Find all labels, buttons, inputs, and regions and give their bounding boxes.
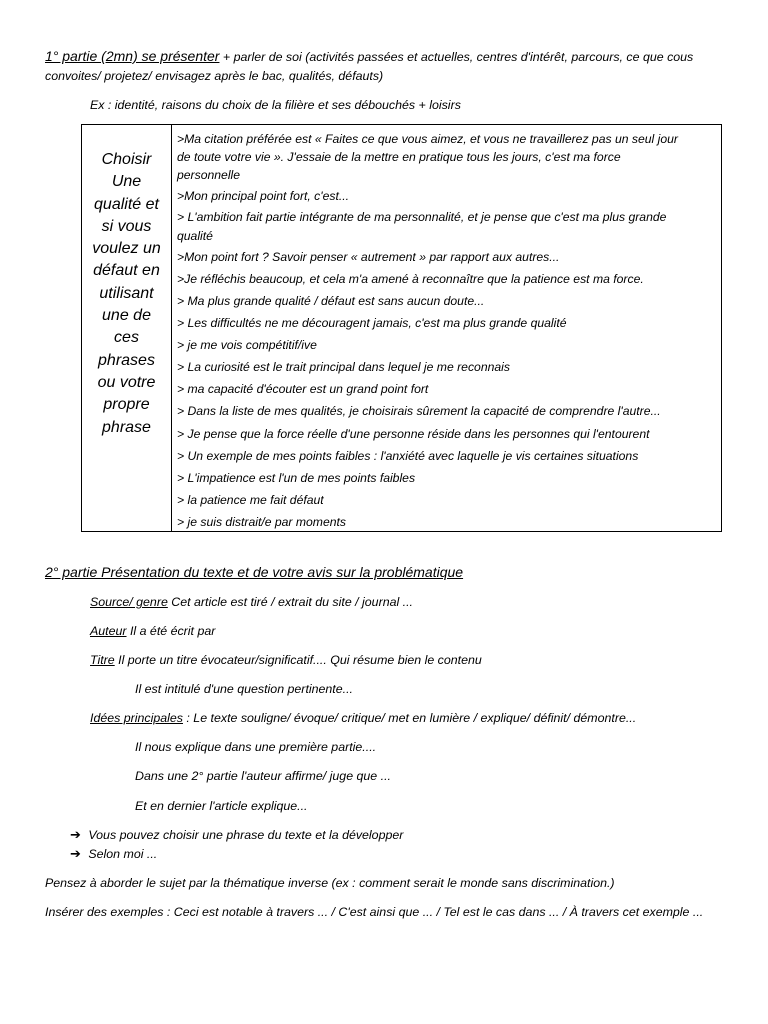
ideas-text: : Le texte souligne/ évoque/ critique/ met en lumière / explique/ définit/ démontre... — [182, 711, 637, 725]
left-cell-line: utilisant — [99, 284, 154, 302]
bullet-item-2 — [70, 845, 157, 863]
table-row: > je suis distrait/e par moments — [177, 515, 347, 529]
note-1: Pensez à aborder le sujet par la thématique inverse (ex : comment serait le monde sans discrimination.) — [45, 876, 615, 890]
table-row: > ma capacité d'écouter est un grand point fort — [177, 382, 429, 396]
left-cell-line: Une — [111, 173, 142, 191]
bullet-text-1: Vous pouvez choisir une phrase du texte et la développer — [88, 828, 404, 842]
left-cell-line: défaut en — [93, 262, 160, 280]
table-row: de toute votre vie ». J'essaie de la mettre en pratique tous les jours, c'est ma force — [177, 150, 621, 164]
left-cell-line: propre — [103, 396, 150, 414]
part1-example: Ex : identité, raisons du choix de la filière et ses débouchés + loisirs — [90, 98, 461, 112]
source-text: Cet article est tiré / extrait du site / journal ... — [167, 595, 414, 609]
author-label: Auteur — [90, 624, 127, 638]
source-line — [90, 593, 413, 611]
left-cell-line: Choisir — [101, 151, 152, 168]
table-row: >Ma citation préférée est « Faites ce que vous aimez, et vous ne travaillerez pas un seul jour — [177, 132, 678, 146]
left-cell-line: voulez un — [92, 240, 161, 258]
left-cell-line: une de — [102, 307, 151, 325]
table-row: > la patience me fait défaut — [177, 493, 324, 507]
title-line — [90, 651, 482, 669]
table-row: > Un exemple de mes points faibles : l'anxiété avec laquelle je vis certaines situations — [177, 449, 639, 463]
part2-heading: 2° partie Présentation du texte et de votre avis sur la problématique — [45, 564, 464, 580]
phrases-table — [81, 124, 722, 532]
table-row: > Les difficultés ne me découragent jamais, c'est ma plus grande qualité — [177, 316, 567, 330]
title-sub: Il est intitulé d'une question pertinente... — [135, 682, 353, 696]
table-row: >Je réfléchis beaucoup, et cela m'a amené à reconnaître que la patience est ma force. — [177, 272, 644, 286]
table-row: >Mon point fort ? Savoir penser « autrement » par rapport aux autres... — [177, 250, 560, 264]
part1-intro-line2: convoites/ projetez/ envisagez après le bac, qualités, défauts) — [45, 69, 384, 83]
table-row: > L'ambition fait partie intégrante de ma personnalité, et je pense que c'est ma plus grande — [177, 210, 667, 224]
table-row: > La curiosité est le trait principal dans lequel je me reconnais — [177, 360, 510, 374]
table-row: personnelle — [177, 168, 241, 182]
left-cell-line: phrase — [102, 418, 151, 436]
arrow-right-icon: ➔ — [70, 827, 81, 842]
source-label: Source/ genre — [90, 595, 168, 609]
table-left-cell — [82, 149, 171, 439]
ideas-sub-3: Et en dernier l'article explique... — [135, 799, 308, 813]
note-2: Insérer des exemples : Ceci est notable à travers ... / C'est ainsi que ... / Tel est le cas dans ... / À travers cet exemple ... — [45, 905, 704, 919]
table-row: > Ma plus grande qualité / défaut est sans aucun doute... — [177, 294, 485, 308]
ideas-line — [90, 709, 636, 727]
table-row: >Mon principal point fort, c'est... — [177, 189, 350, 203]
ideas-sub-2: Dans une 2° partie l'auteur affirme/ juge que ... — [135, 769, 391, 783]
title-text: Il porte un titre évocateur/significatif.... Qui résume bien le contenu — [114, 653, 482, 667]
arrow-right-icon: ➔ — [70, 846, 81, 861]
part1-intro-line1 — [45, 47, 693, 66]
bullet-text-2: Selon moi ... — [88, 847, 158, 861]
author-line — [90, 622, 215, 640]
table-row: > je me vois compétitif/ive — [177, 338, 317, 352]
table-row: > Je pense que la force réelle d'une personne réside dans les personnes qui l'entourent — [177, 427, 650, 441]
table-row: > L'impatience est l'un de mes points faibles — [177, 471, 416, 485]
bullet-item-1 — [70, 826, 403, 844]
left-cell-line: ces — [114, 329, 139, 347]
left-cell-line: qualité et — [94, 195, 159, 213]
left-cell-line: ou votre — [97, 373, 156, 391]
ideas-sub-1: Il nous explique dans une première partie.... — [135, 740, 377, 754]
part1-heading: 1° partie (2mn) se présenter — [45, 48, 220, 64]
left-cell-line: phrases — [98, 351, 155, 369]
table-row: qualité — [177, 229, 213, 243]
table-row: > Dans la liste de mes qualités, je choisirais sûrement la capacité de comprendre l'autre... — [177, 404, 661, 418]
left-cell-line: si vous — [101, 217, 152, 235]
author-text: Il a été écrit par — [126, 624, 216, 638]
title-label: Titre — [90, 653, 115, 667]
part1-intro-text: + parler de soi (activités passées et actuelles, centres d'intérêt, parcours, ce que cous — [219, 50, 694, 64]
table-divider — [171, 125, 172, 531]
ideas-label: Idées principales — [90, 711, 183, 725]
